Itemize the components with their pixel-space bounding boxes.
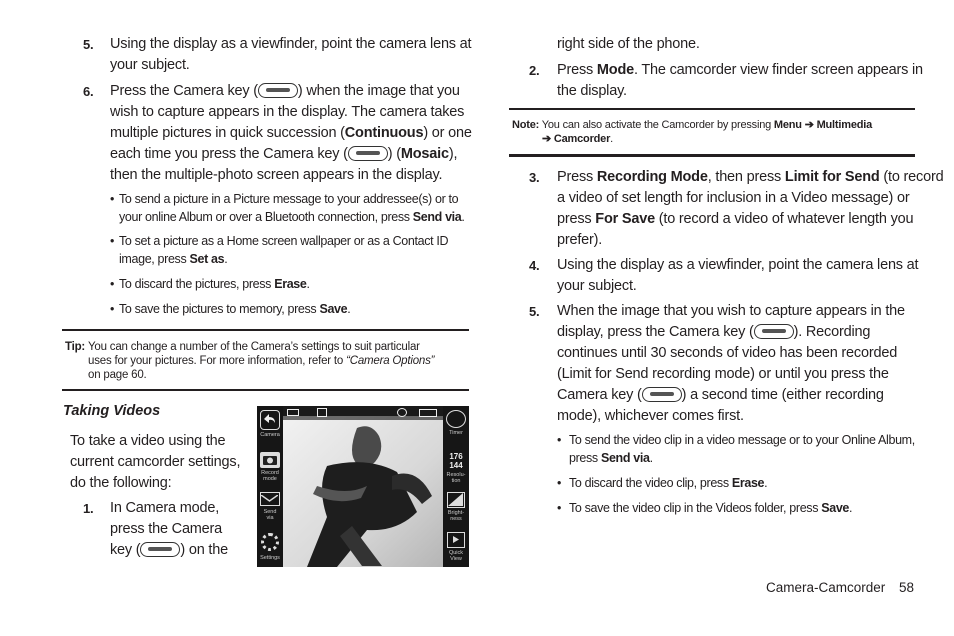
tip-text: You can change a number of the Camera’s settings to suit particular uses for your pictures. For more information, refer to “Camera Options” on page 60. (88, 341, 435, 381)
step-number: 6. (83, 84, 94, 99)
bullet-dot: • (110, 302, 115, 316)
page-number: 58 (899, 580, 915, 595)
arrow-right-icon: ➔ (804, 119, 814, 131)
right-label-timer: Timer (449, 430, 463, 436)
step-text: Press the Camera key ( ) when the image that you wish to capture appears in the display. The camera takes multiple pictures in quick succession (Continuous) or one each time you press the Camera key ( ) (Mosaic), then the multiple-photo screen appears in the display. (110, 83, 472, 183)
step-text: When the image that you wish to capture appears in the display, press the Camera key ( ). Recording continues until 30 seconds of video has been recorded (Limit for Send recording mode) or until you press the Camera key ( ) a second time (either recording mode), whichever comes first. (557, 303, 905, 424)
video-mode-icon (317, 408, 327, 417)
camcorder-viewfinder-image (257, 406, 469, 567)
step-text: Press Recording Mode, then press Limit for Send (to record a video of set length for inclusion in a Video message) or press For Save (to record a video of whatever length you prefer). (557, 169, 944, 248)
send-via-icon[interactable] (260, 492, 280, 506)
tip-bottom-rule (62, 389, 469, 391)
camera-key-icon (348, 146, 388, 161)
arrow-right-icon: ➔ (542, 133, 552, 145)
step-number: 1. (83, 501, 94, 516)
footer-section-title: Camera-Camcorder (766, 580, 886, 595)
back-icon[interactable] (260, 410, 280, 430)
step-number: 4. (529, 258, 540, 273)
step-number: 3. (529, 170, 540, 185)
note-top-rule (509, 108, 915, 110)
step-text: Press Mode. The camcorder view finder screen appears in the display. (557, 62, 923, 99)
battery-icon (419, 409, 437, 417)
viewfinder-photo (257, 406, 469, 567)
storage-icon (287, 409, 299, 416)
left-label-send-via: Send via (263, 509, 277, 521)
step-number: 2. (529, 63, 540, 78)
bullet-dot: • (557, 501, 562, 515)
camera-key-icon (140, 542, 180, 557)
note-bottom-rule (509, 154, 915, 157)
camera-key-icon (642, 387, 682, 402)
quick-view-play-icon[interactable] (447, 532, 465, 548)
camera-mode-icon[interactable] (260, 452, 280, 468)
camera-key-icon (258, 83, 298, 98)
right-label-quick-view: Quick View (448, 550, 464, 562)
tip-top-rule (62, 329, 469, 331)
intro-paragraph: To take a video using the current camcorder settings, do the following: (70, 433, 241, 491)
bullet-dot: • (110, 277, 115, 291)
camera-key-icon (754, 324, 794, 339)
left-label-settings: Settings (260, 555, 280, 561)
step-text: In Camera mode, press the Camera key ( ) on the (110, 500, 228, 558)
right-label-brightness: Bright- ness (447, 510, 465, 522)
flash-icon (397, 408, 407, 417)
note-label: Note: (512, 119, 540, 131)
step-text: Using the display as a viewfinder, point the camera lens at your subject. (557, 257, 919, 294)
brightness-icon[interactable] (447, 492, 465, 508)
section-heading: Taking Videos (63, 403, 161, 419)
bullet-dot: • (557, 476, 562, 490)
note-box: Note: You can also activate the Camcorder by pressing Menu ➔ Multimedia ➔ Camcorder. (512, 119, 873, 145)
left-label-camera: Camera (260, 432, 280, 438)
step-text: Using the display as a viewfinder, point the camera lens at your subject. (110, 36, 472, 73)
left-label-record-mode: Record mode (261, 470, 279, 482)
bullet-dot: • (110, 192, 115, 206)
right-label-resolution: Resolu- tion (446, 472, 466, 484)
step-number: 5. (529, 304, 540, 319)
tip-label: Tip: (65, 341, 86, 353)
resolution-value[interactable]: 176 144 (449, 452, 463, 470)
timer-icon[interactable] (446, 410, 466, 428)
bullet-dot: • (557, 433, 562, 447)
settings-gear-icon[interactable] (261, 533, 279, 551)
step-number: 5. (83, 37, 94, 52)
bullet-dot: • (110, 234, 115, 248)
continued-text: right side of the phone. (557, 36, 700, 52)
